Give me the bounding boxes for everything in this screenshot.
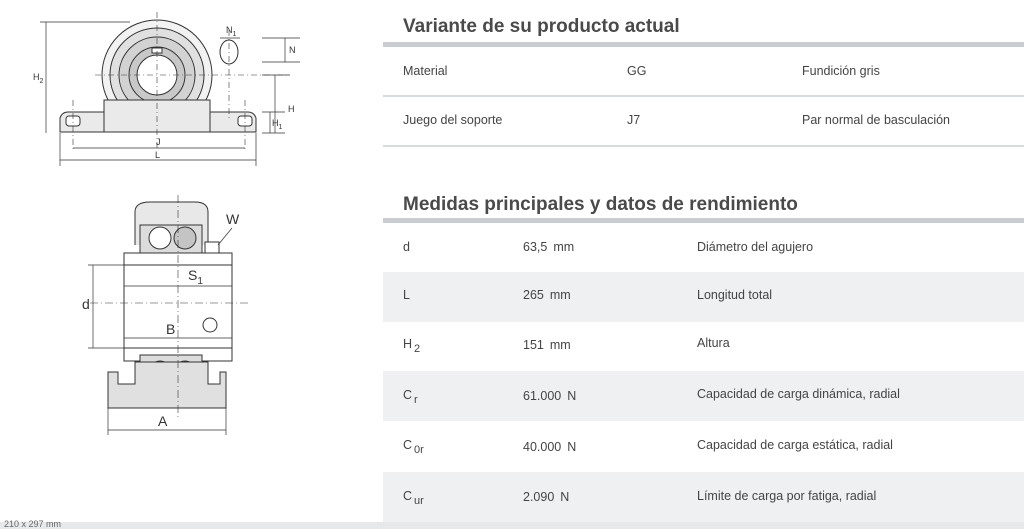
label-h: H xyxy=(288,104,295,114)
variant-value: Par normal de basculación xyxy=(802,113,950,127)
dim-value: 2.090 N xyxy=(523,490,570,504)
label-d: d xyxy=(82,296,90,312)
label-a: A xyxy=(158,413,168,429)
label-n: N xyxy=(289,45,296,55)
dim-description: Diámetro del agujero xyxy=(697,240,814,254)
dim-symbol: C $_r$ xyxy=(403,388,418,406)
page-size-text: 210 x 297 mm xyxy=(4,519,62,529)
status-strip xyxy=(0,519,1024,529)
dim-value: 61.000 N xyxy=(523,389,577,403)
dim-symbol: H $_2$ xyxy=(403,337,421,355)
dim-row-h2 xyxy=(383,321,1024,371)
variant-section-title: Variante de su producto actual xyxy=(403,16,680,37)
dim-row-cur xyxy=(383,472,1024,522)
label-n1: $N_1$ xyxy=(226,25,237,38)
label-h1: $H_1$ xyxy=(272,118,283,131)
dim-description: Límite de carga por fatiga, radial xyxy=(697,489,877,503)
bearing-section-view xyxy=(0,190,370,440)
label-s1: $S_1$ xyxy=(188,267,203,287)
technical-drawings xyxy=(0,0,370,529)
dim-symbol: d xyxy=(403,240,410,254)
variant-label: Material xyxy=(403,64,448,78)
label-h2: $H_2$ xyxy=(33,72,44,85)
label-b: B xyxy=(166,321,176,337)
dim-value: 265 mm xyxy=(523,288,571,302)
pillow-block-front-view xyxy=(0,0,370,180)
label-l: L xyxy=(155,150,161,160)
dim-row-d xyxy=(383,223,1024,273)
variant-code: J7 xyxy=(627,113,641,127)
dim-description: Longitud total xyxy=(697,288,773,302)
dim-description: Capacidad de carga dinámica, radial xyxy=(697,387,900,401)
dim-symbol: C $_{ur}$ xyxy=(403,489,424,507)
dim-description: Capacidad de carga estática, radial xyxy=(697,438,893,452)
label-j: J xyxy=(156,137,161,147)
dimensions-section-title: Medidas principales y datos de rendimiento xyxy=(403,194,798,215)
variant-code: GG xyxy=(627,64,647,78)
dim-value: 40.000 N xyxy=(523,440,577,454)
variant-label: Juego del soporte xyxy=(403,113,503,127)
product-details xyxy=(383,0,1024,529)
variant-row-material xyxy=(383,47,1024,97)
dim-description: Altura xyxy=(697,336,730,350)
variant-row-clearance xyxy=(383,97,1024,147)
dim-row-cr xyxy=(383,371,1024,421)
variant-value: Fundición gris xyxy=(802,64,880,78)
dim-symbol: L xyxy=(403,288,410,302)
label-w: W xyxy=(226,211,240,227)
dim-row-l xyxy=(383,272,1024,322)
dim-value: 151 mm xyxy=(523,338,571,352)
dim-row-c0r xyxy=(383,422,1024,472)
dim-symbol: C $_{0r}$ xyxy=(403,438,424,456)
dim-value: 63,5 mm xyxy=(523,240,575,254)
